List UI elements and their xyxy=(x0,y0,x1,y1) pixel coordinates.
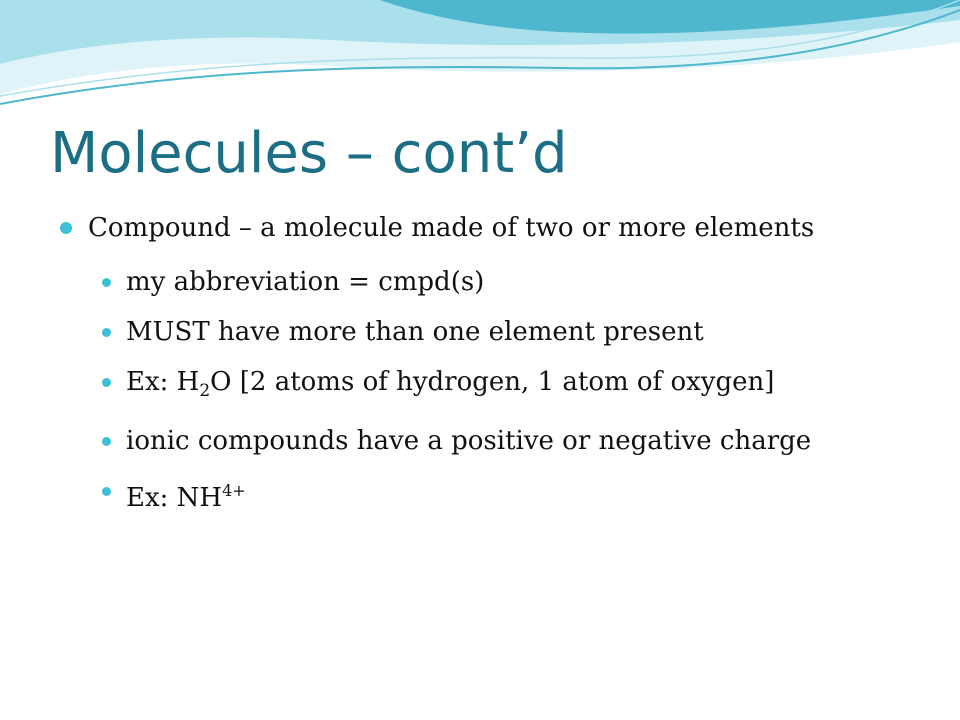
sub-bullet-text-suffix: O [2 atoms of hydrogen, 1 atom of oxygen] xyxy=(210,367,775,397)
bullet-dot-icon xyxy=(102,487,111,496)
bullet-dot-icon xyxy=(102,278,111,287)
superscript: 4+ xyxy=(222,481,246,500)
sub-bullet-text: my abbreviation = cmpd(s) xyxy=(126,267,485,297)
sub-bullet-text: ionic compounds have a positive or negative charge xyxy=(126,426,812,456)
sub-bullet-item xyxy=(60,475,920,514)
sub-bullet-text: MUST have more than one element present xyxy=(126,317,704,347)
bullet-dot-icon xyxy=(102,378,111,387)
sub-bullet-item xyxy=(60,425,920,457)
sub-bullet-item xyxy=(60,266,920,298)
main-bullet-text: Compound – a molecule made of two or more elements xyxy=(88,213,815,243)
sub-bullet-text-prefix: Ex: NH xyxy=(126,483,223,513)
subscript: 2 xyxy=(199,381,211,401)
sub-bullet-text-prefix: Ex: H xyxy=(126,367,200,397)
bullet-list xyxy=(60,208,920,514)
slide-title: Molecules – cont’d xyxy=(50,121,568,186)
bullet-dot-icon xyxy=(102,328,111,337)
sub-bullet-item xyxy=(60,316,920,348)
bullet-dot-icon xyxy=(102,437,111,446)
header-wave-decoration xyxy=(0,0,960,120)
main-bullet-item xyxy=(60,208,920,248)
sub-bullet-item xyxy=(60,366,920,407)
bullet-dot-icon xyxy=(60,222,72,234)
